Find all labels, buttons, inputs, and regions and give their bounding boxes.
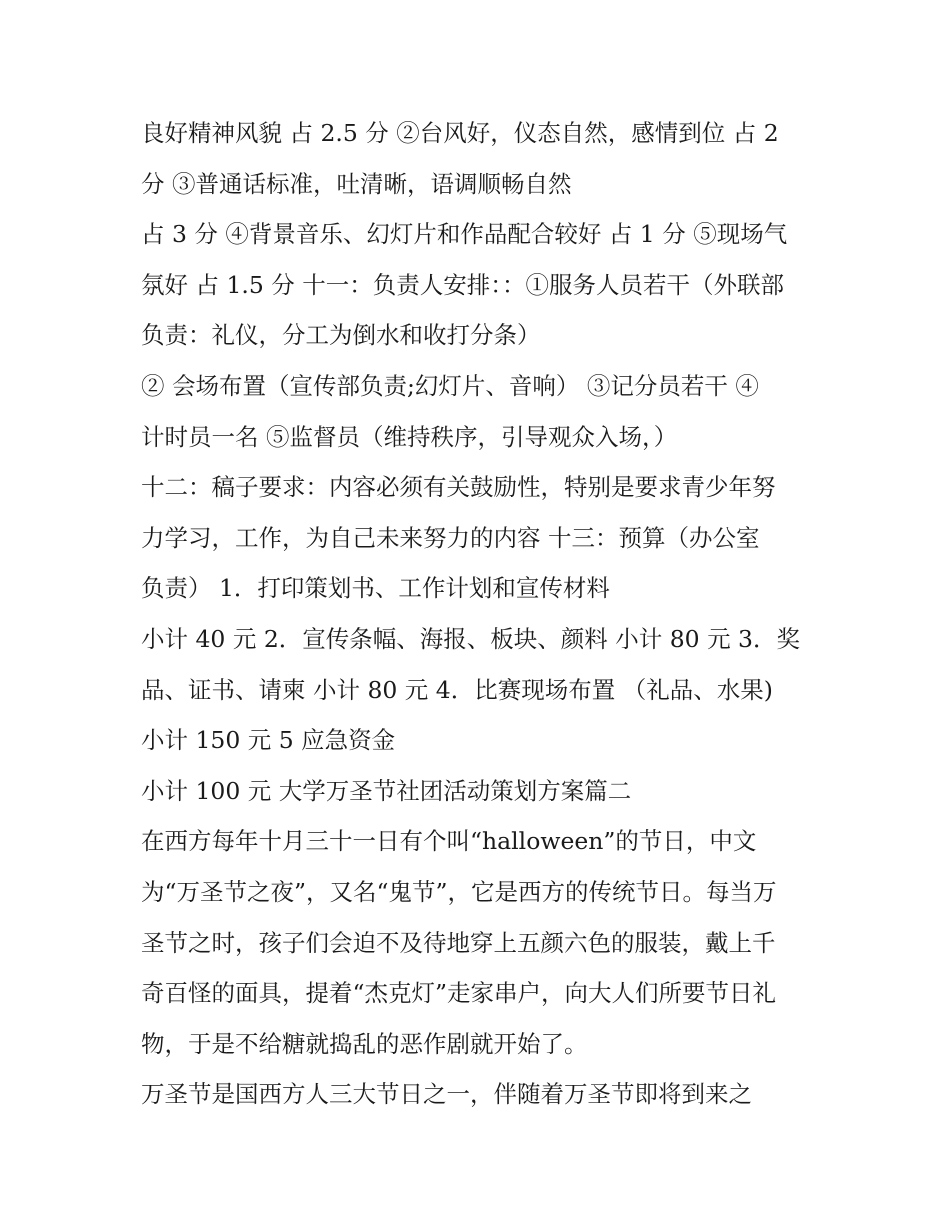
text-line: 圣节之时，孩子们会迫不及待地穿上五颜六色的服装，戴上千 bbox=[141, 928, 776, 957]
text-line: 计时员一名 ⑤监督员（维持秩序，引导观众入场，） bbox=[141, 422, 678, 451]
text-line: ② 会场布置（宣传部负责;幻灯片、音响） ③记分员若干 ④ bbox=[141, 371, 759, 400]
text-line: 力学习，工作，为自己未来努力的内容 十三：预算（办公室 bbox=[141, 523, 760, 552]
text-line: 占 3 分 ④背景音乐、幻灯片和作品配合较好 占 1 分 ⑤现场气 bbox=[141, 220, 788, 249]
text-line: 小计 150 元 5 应急资金 bbox=[141, 726, 396, 755]
text-line: 品、证书、请柬 小计 80 元 4．比赛现场布置 （礼品、水果) bbox=[141, 675, 773, 704]
text-line: 为“万圣节之夜”，又名“鬼节”，它是西方的传统节日。每当万 bbox=[141, 877, 777, 906]
body-text bbox=[141, 108, 831, 1120]
text-line: 小计 100 元 大学万圣节社团活动策划方案篇二 bbox=[141, 776, 632, 805]
text-line: 氛好 占 1.5 分 十一：负责人安排：：①服务人员若干（外联部 bbox=[141, 270, 785, 299]
text-line: 负责） 1．打印策划书、工作计划和宣传材料 bbox=[141, 574, 610, 603]
text-line: 分 ③普通话标准，吐清晰，语调顺畅自然 bbox=[141, 169, 572, 198]
text-line: 负责：礼仪，分工为倒水和收打分条） bbox=[141, 321, 541, 350]
text-line: 小计 40 元 2．宣传条幅、海报、板块、颜料 小计 80 元 3．奖 bbox=[141, 624, 800, 653]
text-line: 十二：稿子要求：内容必须有关鼓励性，特别是要求青少年努 bbox=[141, 473, 776, 502]
text-line: 物，于是不给糖就捣乱的恶作剧就开始了。 bbox=[141, 1029, 588, 1058]
text-line: 万圣节是国西方人三大节日之一，伴随着万圣节即将到来之 bbox=[141, 1080, 752, 1109]
text-line: 良好精神风貌 占 2.5 分 ②台风好，仪态自然，感情到位 占 2 bbox=[141, 119, 779, 147]
text-line: 奇百怪的面具，提着“杰克灯”走家串户，向大人们所要节日礼 bbox=[141, 979, 777, 1008]
text-line: 在西方每年十月三十一日有个叫“halloween”的节日，中文 bbox=[141, 827, 757, 856]
